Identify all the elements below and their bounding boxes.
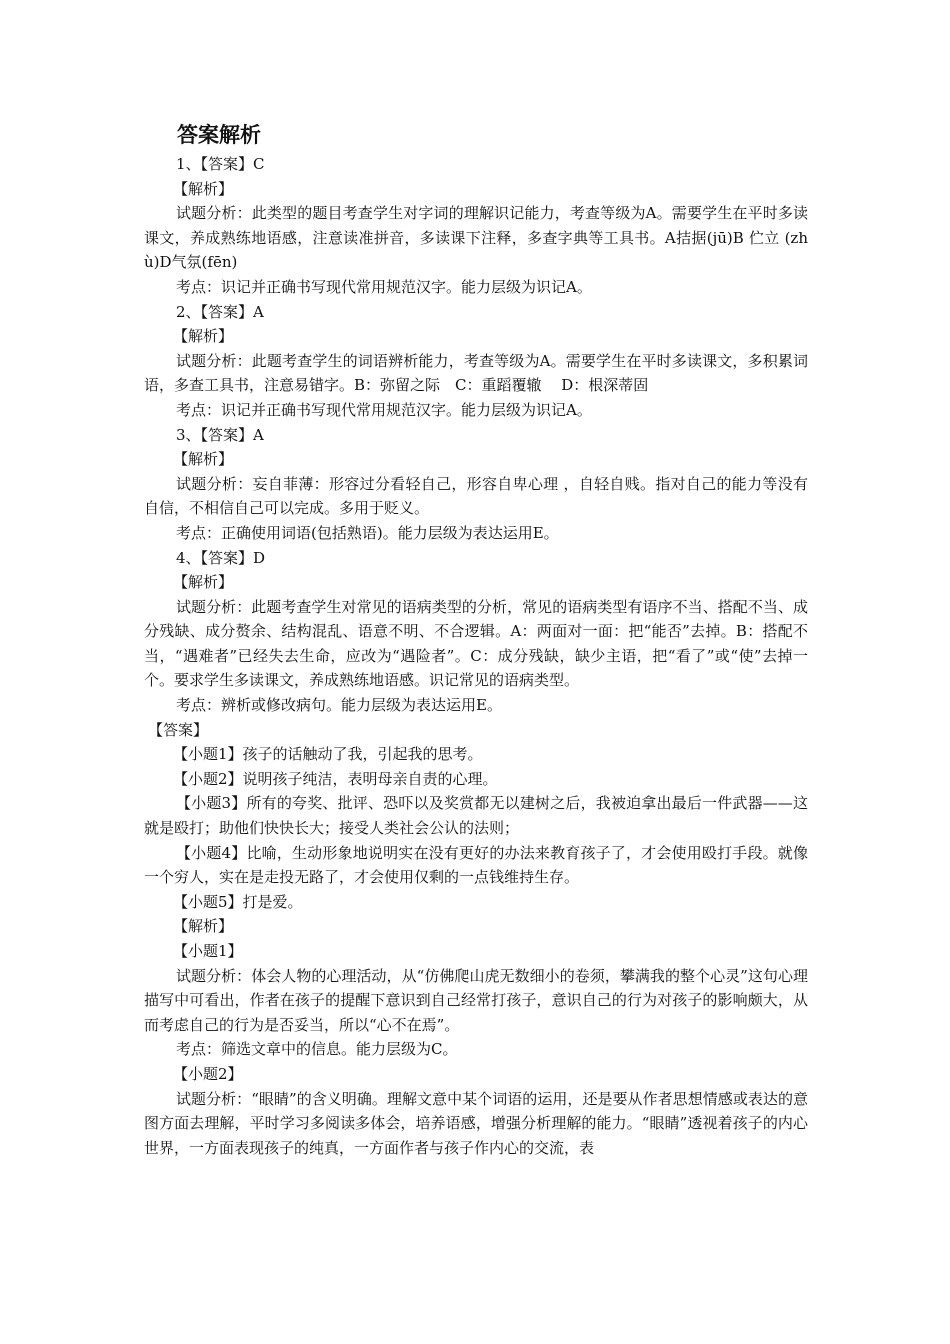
- text-line: 【解析】: [173, 450, 234, 469]
- text-line: 1、【答案】C: [176, 155, 265, 173]
- text-line: 【小题1】: [173, 942, 243, 960]
- text-line: 试题分析：此题考查学生对常见的语病类型的分析，常见的语病类型有语序不当、搭配不当、成分残缺、成分赘余、结构混乱、语意不明、不合逻辑。A：两面对一面：把“能否”去掉。B：搭配不当，“遇难者”已经失去生命，应改为“遇险者”。C：成分残缺，缺少主语，把“看了”或“使”去掉一个。要求学生多读课文，养成熟练地语感。识记常见的语病类型。: [144, 597, 808, 690]
- text-line: 【解析】: [173, 179, 234, 198]
- text-line: 【小题1】孩子的话触动了我，引起我的思考。: [173, 745, 483, 764]
- text-line: 【解析】: [173, 327, 234, 346]
- page-title: 答案解析: [177, 123, 261, 147]
- text-line: 考点：识记并正确书写现代常用规范汉字。能力层级为识记A。: [176, 277, 592, 296]
- text-line: 考点：辨析或修改病句。能力层级为表达运用E。: [176, 696, 502, 715]
- text-line: 试题分析：此题考查学生的词语辨析能力，考查等级为A。需要学生在平时多读课文，多积累词语，多查工具书，注意易错字。B：弥留之际 C：重蹈覆辙 D：根深蒂固: [144, 351, 808, 395]
- text-line: 试题分析：体会人物的心理活动，从“仿佛爬山虎无数细小的卷须，攀满我的整个心灵”这句心理描写中可看出，作者在孩子的提醒下意识到自己经常打孩子，意识自己的行为对孩子的影响颇大，从而考虑自己的行为是否妥当，所以“心不在焉”。: [144, 966, 808, 1034]
- text-line: 考点：正确使用词语(包括熟语)。能力层级为表达运用E。: [176, 523, 559, 542]
- text-line: 考点：筛选文章中的信息。能力层级为C。: [176, 1040, 458, 1059]
- text-line: 考点：识记并正确书写现代常用规范汉字。能力层级为识记A。: [176, 400, 592, 419]
- text-line: 【小题2】: [173, 1064, 243, 1083]
- text-line: 【小题3】所有的夸奖、批评、恐吓以及奖赏都无以建树之后，我被迫拿出最后一件武器——这就是殴打；助他们快快长大；接受人类社会公认的法则；: [144, 794, 808, 838]
- document-page: [144, 118, 808, 1160]
- text-line: 【解析】: [173, 917, 234, 936]
- text-line: 2、【答案】A: [176, 302, 264, 321]
- text-line: 【答案】: [148, 720, 209, 739]
- text-line: 3、【答案】A: [176, 425, 264, 444]
- text-line: 试题分析：“眼睛”的含义明确。理解文意中某个词语的运用，还是要从作者思想情感或表达的意图方面去理解，平时学习多阅读多体会，培养语感，增强分析理解的能力。“眼睛”透视着孩子的内心世界，一方面表现孩子的纯真，一方面作者与孩子作内心的交流，表: [144, 1089, 808, 1157]
- text-line: 4、【答案】D: [176, 548, 266, 567]
- text-line: 试题分析：此类型的题目考查学生对字词的理解识记能力，考查等级为A。需要学生在平时多读课文，养成熟练地语感，注意读准拼音，多读课下注释，多查字典等工具书。A拮据(jū)B 伫立 (zhù)D气氛(fēn): [144, 204, 808, 272]
- text-line: 【小题5】打是爱。: [173, 892, 303, 911]
- text-line: 【小题4】比喻，生动形象地说明实在没有更好的办法来教育孩子了，才会使用殴打手段。就像一个穷人，实在是走投无路了，才会使用仅剩的一点钱维持生存。: [144, 843, 808, 887]
- text-line: 试题分析：妄自菲薄：形容过分看轻自己，形容自卑心理 ，自轻自贱。指对自己的能力等没有自信，不相信自己可以完成。多用于贬义。: [144, 474, 808, 518]
- answer-body: [144, 152, 808, 1160]
- text-line: 【小题2】说明孩子纯洁，表明母亲自责的心理。: [173, 769, 498, 788]
- text-line: 【解析】: [173, 573, 234, 592]
